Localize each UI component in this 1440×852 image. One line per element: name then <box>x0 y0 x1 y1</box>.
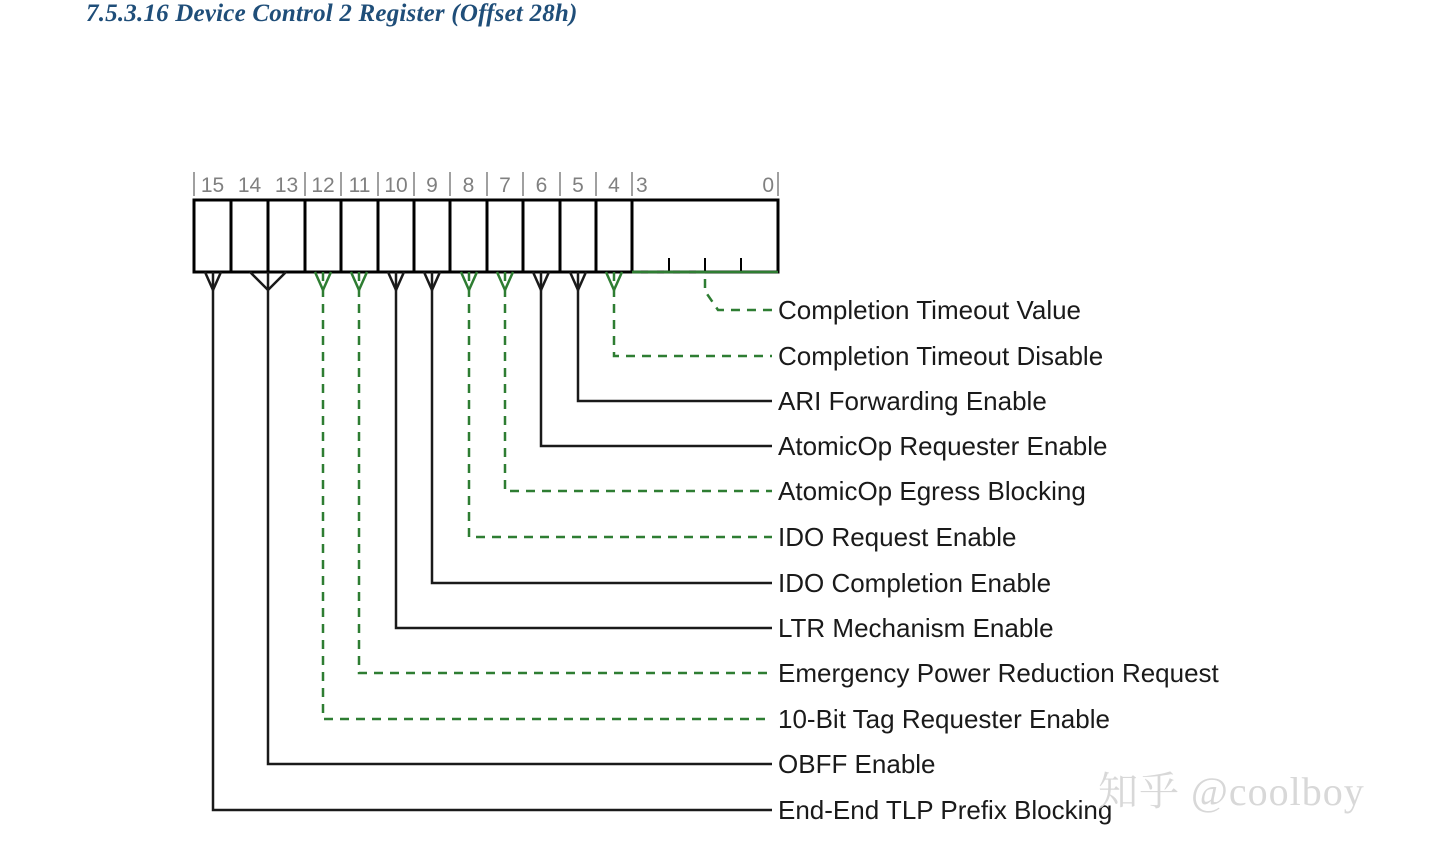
bit-number: 3 <box>636 174 648 197</box>
bit-number: 7 <box>499 174 511 197</box>
field-label-ari-forwarding-enable: ARI Forwarding Enable <box>778 386 1047 416</box>
bit-number: 13 <box>274 174 299 197</box>
field-label-10-bit-tag-requester-enable: 10-Bit Tag Requester Enable <box>778 704 1110 734</box>
bit-number: 8 <box>462 174 475 197</box>
bit-number: 4 <box>608 174 620 197</box>
bit-number: 14 <box>237 174 262 197</box>
field-label-completion-timeout-disable: Completion Timeout Disable <box>778 341 1104 371</box>
bit-number: 5 <box>572 174 584 197</box>
bit-number: 9 <box>426 174 438 197</box>
bit-number: 0 <box>762 174 774 197</box>
field-label-completion-timeout-value: Completion Timeout Value <box>778 295 1082 325</box>
field-label-ltr-mechanism-enable: LTR Mechanism Enable <box>778 613 1054 643</box>
field-label-end-end-tlp-prefix-blocking: End-End TLP Prefix Blocking <box>778 795 1113 825</box>
field-label-emergency-power-reduction-request: Emergency Power Reduction Request <box>778 658 1219 688</box>
bit-number: 6 <box>535 174 548 197</box>
bit-number: 15 <box>200 174 225 197</box>
page-title: 7.5.3.16 Device Control 2 Register (Offset 28h) <box>86 0 578 27</box>
field-label-atomicop-requester-enable: AtomicOp Requester Enable <box>778 431 1108 461</box>
bit-number: 12 <box>311 174 335 197</box>
field-label-atomicop-egress-blocking: AtomicOp Egress Blocking <box>778 476 1086 506</box>
watermark: 知乎 @coolboy <box>1098 769 1365 814</box>
field-label-ido-completion-enable: IDO Completion Enable <box>778 568 1052 598</box>
bit-number: 10 <box>384 174 408 197</box>
bit-number: 11 <box>348 174 371 197</box>
field-label-obff-enable: OBFF Enable <box>778 749 936 779</box>
field-label-ido-request-enable: IDO Request Enable <box>778 522 1017 552</box>
